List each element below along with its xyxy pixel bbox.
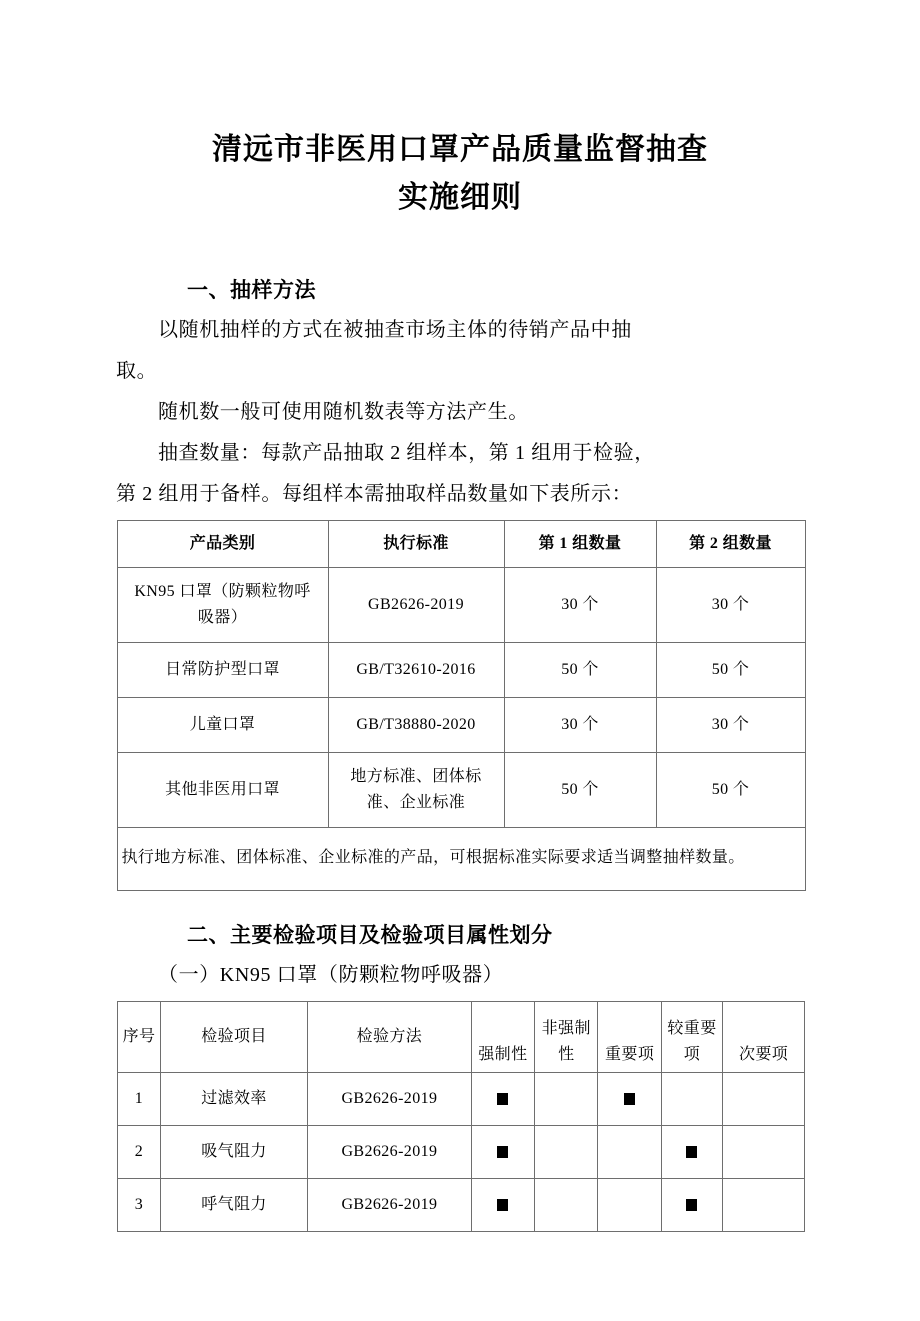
sampling-quantity-table (117, 520, 806, 891)
cell-mark-non-mandatory (535, 1179, 598, 1232)
table-row (117, 568, 805, 643)
table-row (118, 1126, 805, 1179)
filled-square-icon (624, 1093, 635, 1105)
cell-mark-important (598, 1126, 661, 1179)
cell-mark-mandatory (471, 1073, 534, 1126)
column-header-product-category: 产品类别 (117, 521, 328, 568)
table-row (117, 643, 805, 698)
filled-square-icon (497, 1146, 508, 1158)
cell-mark-mandatory (471, 1126, 534, 1179)
cell-inspection-method: GB2626-2019 (308, 1073, 472, 1126)
cell-row-number: 1 (118, 1073, 161, 1126)
section-heading-2: 二、主要检验项目及检验项目属性划分 (187, 923, 553, 948)
cell-group1-qty: 30 个 (504, 698, 656, 753)
section-heading-1: 一、抽样方法 (187, 278, 316, 303)
cell-inspection-method: GB2626-2019 (308, 1126, 472, 1179)
category-line-2: 吸器） (197, 609, 248, 627)
table-row (118, 1073, 805, 1126)
cell-mark-minor (723, 1179, 805, 1232)
column-header-mandatory: 强制性 (471, 1002, 534, 1073)
filled-square-icon (497, 1199, 508, 1211)
cell-group2-qty: 50 个 (656, 643, 805, 698)
cell-inspection-item: 过滤效率 (160, 1073, 307, 1126)
cell-inspection-method: GB2626-2019 (308, 1179, 472, 1232)
kn95-inspection-items-table (117, 1001, 805, 1232)
column-header-inspection-item: 检验项目 (160, 1002, 307, 1073)
column-header-group2-qty: 第 2 组数量 (656, 521, 805, 568)
non-mandatory-line-2: 性 (558, 1046, 575, 1064)
filled-square-icon (497, 1093, 508, 1105)
cell-mark-more-important (661, 1126, 722, 1179)
title-line-2: 实施细则 (398, 180, 522, 216)
column-header-inspection-method: 检验方法 (308, 1002, 472, 1073)
cell-product-category: 儿童口罩 (117, 698, 328, 753)
standard-line-1: 地方标准、团体标 (350, 768, 482, 786)
section1-paragraph-2: 随机数一般可使用随机数表等方法产生。 (158, 401, 529, 424)
cell-standard: GB/T38880-2020 (328, 698, 504, 753)
category-line-1: KN95 口罩（防颗粒物呼 (134, 583, 311, 601)
title-line-1: 清远市非医用口罩产品质量监督抽查 (212, 132, 708, 168)
cell-standard: GB/T32610-2016 (328, 643, 504, 698)
cell-group1-qty: 30 个 (504, 568, 656, 643)
page-title (0, 20, 920, 222)
document-body (114, 270, 806, 1232)
cell-inspection-item: 呼气阻力 (160, 1179, 307, 1232)
column-header-minor: 次要项 (723, 1002, 805, 1073)
table-row (117, 698, 805, 753)
cell-product-category (117, 568, 328, 643)
table-row (118, 1179, 805, 1232)
cell-group2-qty: 30 个 (656, 698, 805, 753)
cell-inspection-item: 吸气阻力 (160, 1126, 307, 1179)
cell-standard: GB2626-2019 (328, 568, 504, 643)
column-header-non-mandatory (535, 1002, 598, 1073)
column-header-no: 序号 (118, 1002, 161, 1073)
cell-mark-minor (723, 1073, 805, 1126)
cell-mark-minor (723, 1126, 805, 1179)
table-footnote-row (117, 828, 805, 891)
cell-group2-qty: 30 个 (656, 568, 805, 643)
cell-standard (328, 753, 504, 828)
filled-square-icon (686, 1199, 697, 1211)
section1-paragraph-3-continued: 第 2 组用于备样。每组样本需抽取样品数量如下表所示： (116, 483, 633, 506)
table-header-row (118, 1002, 805, 1073)
more-important-line-2: 项 (683, 1046, 701, 1064)
section1-paragraph-1: 以随机抽样的方式在被抽查市场主体的待销产品中抽 (158, 319, 632, 342)
column-header-important: 重要项 (598, 1002, 661, 1073)
cell-group1-qty: 50 个 (504, 753, 656, 828)
cell-mark-important (598, 1073, 661, 1126)
cell-mark-non-mandatory (535, 1126, 598, 1179)
cell-group2-qty: 50 个 (656, 753, 805, 828)
column-header-more-important (661, 1002, 722, 1073)
cell-mark-more-important (661, 1073, 722, 1126)
column-header-group1-qty: 第 1 组数量 (504, 521, 656, 568)
cell-group1-qty: 50 个 (504, 643, 656, 698)
more-important-line-1: 较重要 (667, 1020, 717, 1038)
cell-row-number: 2 (118, 1126, 161, 1179)
standard-line-2: 准、企业标准 (366, 794, 466, 812)
section2-subheading: （一）KN95 口罩（防颗粒物呼吸器） (158, 964, 504, 987)
section1-paragraph-3: 抽查数量：每款产品抽取 2 组样本，第 1 组用于检验， (158, 442, 655, 465)
cell-product-category: 其他非医用口罩 (117, 753, 328, 828)
cell-footnote: 执行地方标准、团体标准、企业标准的产品，可根据标准实际要求适当调整抽样数量。 (117, 828, 805, 891)
column-header-standard: 执行标准 (328, 521, 504, 568)
table-row (117, 753, 805, 828)
kn95-table-body (118, 1073, 805, 1232)
cell-row-number: 3 (118, 1179, 161, 1232)
cell-mark-mandatory (471, 1179, 534, 1232)
cell-mark-more-important (661, 1179, 722, 1232)
cell-mark-non-mandatory (535, 1073, 598, 1126)
non-mandatory-line-1: 非强制 (541, 1020, 591, 1038)
cell-product-category: 日常防护型口罩 (117, 643, 328, 698)
document-page (0, 20, 920, 1321)
section1-paragraph-1-continued: 取。 (116, 360, 158, 383)
table-header-row (117, 521, 805, 568)
filled-square-icon (686, 1146, 697, 1158)
cell-mark-important (598, 1179, 661, 1232)
